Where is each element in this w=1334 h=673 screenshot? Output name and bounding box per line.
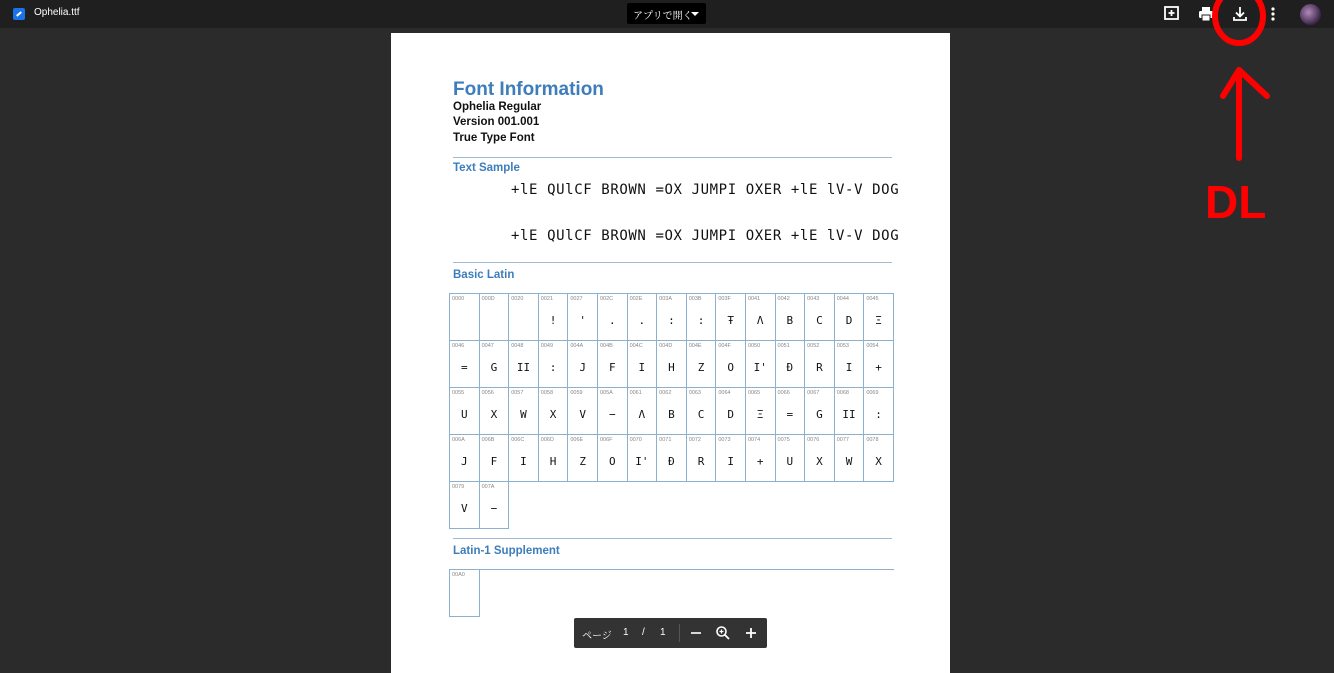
glyph-char: R bbox=[697, 455, 705, 468]
glyph-cell bbox=[480, 294, 510, 341]
glyph-cell bbox=[746, 388, 776, 435]
glyph-code: 006E bbox=[570, 437, 584, 443]
glyph-code: 0079 bbox=[452, 484, 465, 490]
glyph-char: U bbox=[460, 408, 468, 421]
glyph-cell bbox=[687, 435, 717, 482]
page-label: ページ bbox=[582, 631, 612, 642]
glyph-char: I bbox=[638, 361, 646, 374]
glyph-code: 00A0 bbox=[452, 572, 465, 578]
glyph-code: 003F bbox=[718, 296, 731, 302]
glyph-char: = bbox=[786, 408, 794, 421]
glyph-char: : bbox=[549, 361, 557, 374]
glyph-cell bbox=[480, 435, 510, 482]
glyph-code: 004D bbox=[659, 343, 673, 349]
glyph-code: 0070 bbox=[629, 437, 642, 443]
glyph-char: . bbox=[608, 314, 616, 327]
font-info-type: True Type Font bbox=[453, 132, 535, 144]
basic-latin-heading: Basic Latin bbox=[453, 269, 515, 281]
text-sample-line-1: +lE QUlCF BROWN =OX JUMPI OXER +lE lV-V DOG bbox=[511, 182, 900, 198]
glyph-code: 0048 bbox=[511, 343, 524, 349]
glyph-code: 0051 bbox=[777, 343, 790, 349]
glyph-cell bbox=[805, 294, 835, 341]
glyph-char: II bbox=[516, 361, 531, 374]
glyph-cell bbox=[835, 388, 865, 435]
glyph-code: 0075 bbox=[777, 437, 790, 443]
glyph-code: 0050 bbox=[747, 343, 761, 349]
glyph-code: 0042 bbox=[777, 296, 790, 302]
glyph-char: F bbox=[608, 361, 616, 374]
glyph-code: 0045 bbox=[866, 296, 879, 302]
glyph-cell bbox=[835, 294, 865, 341]
glyph-code: 0061 bbox=[629, 390, 642, 396]
divider bbox=[453, 157, 892, 158]
glyph-code: 006B bbox=[481, 437, 495, 443]
glyph-cell bbox=[509, 341, 539, 388]
glyph-code: 004F bbox=[718, 343, 731, 349]
glyph-char: Z bbox=[697, 361, 705, 374]
glyph-cell bbox=[716, 341, 746, 388]
glyph-cell bbox=[805, 435, 835, 482]
glyph-cell bbox=[568, 435, 598, 482]
font-info-name: Ophelia Regular bbox=[453, 101, 542, 113]
glyph-code: 0056 bbox=[481, 390, 494, 396]
glyph-cell bbox=[568, 294, 598, 341]
glyph-code: 0054 bbox=[866, 343, 879, 349]
annotation-circle bbox=[1215, 0, 1263, 43]
glyph-char: X bbox=[816, 455, 823, 468]
glyph-code: 0063 bbox=[688, 390, 701, 396]
zoom-icon[interactable] bbox=[715, 625, 731, 641]
annotation-overlay bbox=[1195, 0, 1325, 230]
basic-latin-grid bbox=[449, 293, 894, 529]
glyph-cell bbox=[776, 341, 806, 388]
glyph-code: 0052 bbox=[807, 343, 820, 349]
glyph-cell bbox=[805, 341, 835, 388]
glyph-char: Z bbox=[579, 455, 586, 468]
glyph-cell bbox=[568, 341, 598, 388]
text-sample-line-2: +lE QUlCF BROWN =OX JUMPI OXER +lE lV-V DOG bbox=[511, 228, 900, 244]
glyph-cell bbox=[509, 294, 539, 341]
glyph-code: 0066 bbox=[777, 390, 790, 396]
glyph-char: Ð bbox=[786, 361, 794, 374]
glyph-code: 0041 bbox=[747, 296, 761, 302]
glyph-char: O bbox=[727, 361, 734, 374]
glyph-code: 007A bbox=[481, 484, 495, 490]
glyph-code: 0062 bbox=[659, 390, 672, 396]
glyph-char: Ð bbox=[668, 455, 675, 468]
glyph-char: Λ bbox=[638, 408, 646, 421]
glyph-cell bbox=[628, 341, 658, 388]
open-with-label: アプリで開く bbox=[633, 11, 693, 22]
glyph-cell bbox=[539, 435, 569, 482]
glyph-char: D bbox=[845, 314, 853, 327]
glyph-cell bbox=[598, 388, 628, 435]
latin1-heading: Latin-1 Supplement bbox=[453, 545, 560, 557]
glyph-code: 0047 bbox=[481, 343, 494, 349]
glyph-code: 0020 bbox=[511, 296, 524, 302]
glyph-code: 0055 bbox=[452, 390, 465, 396]
glyph-char: W bbox=[845, 455, 853, 468]
glyph-char: Λ bbox=[756, 314, 764, 327]
glyph-char: + bbox=[756, 455, 764, 468]
glyph-char: ' bbox=[579, 314, 586, 327]
glyph-char: . bbox=[638, 314, 646, 327]
glyph-char: Ξ bbox=[756, 408, 764, 421]
glyph-char: G bbox=[816, 408, 823, 421]
glyph-cell bbox=[450, 388, 480, 435]
page-separator: / bbox=[642, 627, 645, 638]
glyph-cell bbox=[746, 294, 776, 341]
glyph-char: W bbox=[520, 408, 527, 421]
add-comment-icon[interactable] bbox=[1163, 5, 1181, 23]
page-navigation-bar bbox=[574, 618, 767, 648]
pdf-page bbox=[391, 33, 950, 673]
glyph-code: 0077 bbox=[836, 437, 849, 443]
glyph-cell bbox=[835, 435, 865, 482]
glyph-cell bbox=[746, 341, 776, 388]
glyph-cell bbox=[628, 388, 658, 435]
glyph-cell bbox=[864, 388, 894, 435]
glyph-char: J bbox=[579, 361, 586, 374]
glyph-char: V bbox=[460, 502, 468, 515]
glyph-code: 0057 bbox=[511, 390, 524, 396]
glyph-char: U bbox=[786, 455, 794, 468]
glyph-char: Ŧ bbox=[727, 314, 734, 327]
glyph-char: X bbox=[490, 408, 498, 421]
glyph-cell bbox=[598, 294, 628, 341]
glyph-code: 0064 bbox=[718, 390, 731, 396]
glyph-char: C bbox=[697, 408, 705, 421]
glyph-char: I' bbox=[753, 361, 767, 374]
glyph-char: I bbox=[845, 361, 853, 374]
divider bbox=[453, 262, 892, 263]
glyph-code: 0067 bbox=[807, 390, 820, 396]
glyph-cell bbox=[598, 435, 628, 482]
glyph-char: : bbox=[875, 408, 882, 421]
glyph-char: + bbox=[875, 361, 882, 374]
glyph-cell bbox=[657, 388, 687, 435]
glyph-char: B bbox=[668, 408, 675, 421]
glyph-char: = bbox=[460, 361, 468, 374]
glyph-code: 003A bbox=[659, 296, 673, 302]
divider bbox=[453, 538, 892, 539]
glyph-cell bbox=[657, 341, 687, 388]
glyph-cell bbox=[657, 435, 687, 482]
font-info-version: Version 001.001 bbox=[453, 116, 540, 128]
glyph-cell bbox=[450, 294, 480, 341]
glyph-cell bbox=[568, 388, 598, 435]
glyph-char: B bbox=[786, 314, 794, 327]
glyph-cell bbox=[480, 482, 510, 529]
top-toolbar bbox=[0, 0, 1334, 28]
glyph-code: 0000 bbox=[452, 296, 465, 302]
glyph-char: : bbox=[668, 314, 675, 327]
zoom-out-icon[interactable] bbox=[688, 625, 704, 641]
glyph-code: 006D bbox=[540, 437, 554, 443]
glyph-char: X bbox=[549, 408, 557, 421]
current-page[interactable]: 1 bbox=[623, 627, 629, 638]
glyph-code: 0049 bbox=[540, 343, 554, 349]
glyph-cell bbox=[539, 341, 569, 388]
caret-down-icon bbox=[691, 12, 699, 16]
glyph-cell bbox=[687, 388, 717, 435]
glyph-code: 0069 bbox=[866, 390, 879, 396]
glyph-char: F bbox=[490, 455, 498, 468]
glyph-char: I' bbox=[635, 455, 649, 468]
glyph-cell bbox=[864, 435, 894, 482]
glyph-code: 0068 bbox=[836, 390, 849, 396]
glyph-cell bbox=[509, 388, 539, 435]
glyph-char: C bbox=[816, 314, 823, 327]
glyph-code: 0053 bbox=[836, 343, 849, 349]
glyph-cell bbox=[864, 341, 894, 388]
glyph-code: 0027 bbox=[570, 296, 583, 302]
glyph-code: 0046 bbox=[452, 343, 465, 349]
glyph-cell bbox=[716, 388, 746, 435]
glyph-char: G bbox=[490, 361, 498, 374]
glyph-cell bbox=[835, 341, 865, 388]
annotation-arrow bbox=[1223, 70, 1267, 158]
glyph-code: 0076 bbox=[807, 437, 820, 443]
glyph-code: 0071 bbox=[659, 437, 672, 443]
glyph-code: 005A bbox=[599, 390, 613, 396]
glyph-char: H bbox=[549, 455, 557, 468]
glyph-cell bbox=[450, 341, 480, 388]
glyph-code: 004A bbox=[570, 343, 584, 349]
text-sample-heading: Text Sample bbox=[453, 162, 520, 174]
glyph-char: : bbox=[697, 314, 705, 327]
glyph-char: D bbox=[727, 408, 734, 421]
glyph-code: 0058 bbox=[540, 390, 554, 396]
glyph-char: I bbox=[727, 455, 734, 468]
glyph-cell bbox=[450, 482, 480, 529]
glyph-code: 0065 bbox=[747, 390, 761, 396]
glyph-char: I bbox=[520, 455, 527, 468]
glyph-code: 0072 bbox=[688, 437, 701, 443]
glyph-cell bbox=[539, 388, 569, 435]
glyph-cell bbox=[776, 388, 806, 435]
glyph-cell bbox=[628, 294, 658, 341]
glyph-cell bbox=[687, 294, 717, 341]
glyph-cell bbox=[716, 435, 746, 482]
glyph-cell bbox=[716, 294, 746, 341]
glyph-cell bbox=[450, 435, 480, 482]
font-info-title: Font Information bbox=[453, 79, 604, 100]
glyph-char: Ξ bbox=[875, 314, 882, 327]
file-type-icon bbox=[13, 8, 25, 20]
glyph-cell bbox=[480, 341, 510, 388]
glyph-char: J bbox=[460, 455, 468, 468]
glyph-char: V bbox=[579, 408, 586, 421]
glyph-char: − bbox=[608, 408, 616, 421]
glyph-char: − bbox=[490, 502, 498, 515]
glyph-cell bbox=[598, 341, 628, 388]
glyph-code: 006C bbox=[511, 437, 525, 443]
glyph-code: 0059 bbox=[570, 390, 583, 396]
glyph-cell bbox=[657, 294, 687, 341]
file-name: Ophelia.ttf bbox=[34, 7, 80, 18]
glyph-code: 004B bbox=[599, 343, 613, 349]
glyph-char: X bbox=[875, 455, 882, 468]
glyph-code: 006A bbox=[452, 437, 465, 443]
divider bbox=[679, 624, 680, 642]
glyph-code: 006F bbox=[599, 437, 613, 443]
glyph-code: 000D bbox=[481, 296, 495, 302]
glyph-cell bbox=[776, 435, 806, 482]
glyph-char: H bbox=[668, 361, 675, 374]
glyph-cell bbox=[776, 294, 806, 341]
glyph-code: 004C bbox=[629, 343, 643, 349]
open-with-app-button[interactable] bbox=[627, 3, 706, 24]
glyph-char: R bbox=[816, 361, 823, 374]
glyph-char: O bbox=[608, 455, 616, 468]
glyph-code: 002C bbox=[599, 296, 614, 302]
annotation-text: DL bbox=[1205, 176, 1267, 228]
glyph-char: II bbox=[842, 408, 856, 421]
glyph-code: 002E bbox=[629, 296, 643, 302]
glyph-cell bbox=[746, 435, 776, 482]
glyph-cell bbox=[450, 570, 480, 617]
glyph-code: 0021 bbox=[540, 296, 554, 302]
glyph-cell bbox=[805, 388, 835, 435]
glyph-code: 0078 bbox=[866, 437, 879, 443]
glyph-code: 0073 bbox=[718, 437, 731, 443]
glyph-code: 004E bbox=[688, 343, 702, 349]
glyph-cell bbox=[687, 341, 717, 388]
glyph-code: 0044 bbox=[836, 296, 849, 302]
total-pages: 1 bbox=[660, 627, 666, 638]
glyph-code: 0074 bbox=[747, 437, 761, 443]
glyph-code: 0043 bbox=[807, 296, 820, 302]
glyph-cell bbox=[480, 388, 510, 435]
latin1-grid bbox=[449, 569, 894, 617]
glyph-char: ! bbox=[549, 314, 557, 327]
glyph-cell bbox=[509, 435, 539, 482]
zoom-in-icon[interactable] bbox=[743, 625, 759, 641]
glyph-cell bbox=[539, 294, 569, 341]
glyph-cell bbox=[864, 294, 894, 341]
glyph-code: 003B bbox=[688, 296, 702, 302]
glyph-cell bbox=[628, 435, 658, 482]
